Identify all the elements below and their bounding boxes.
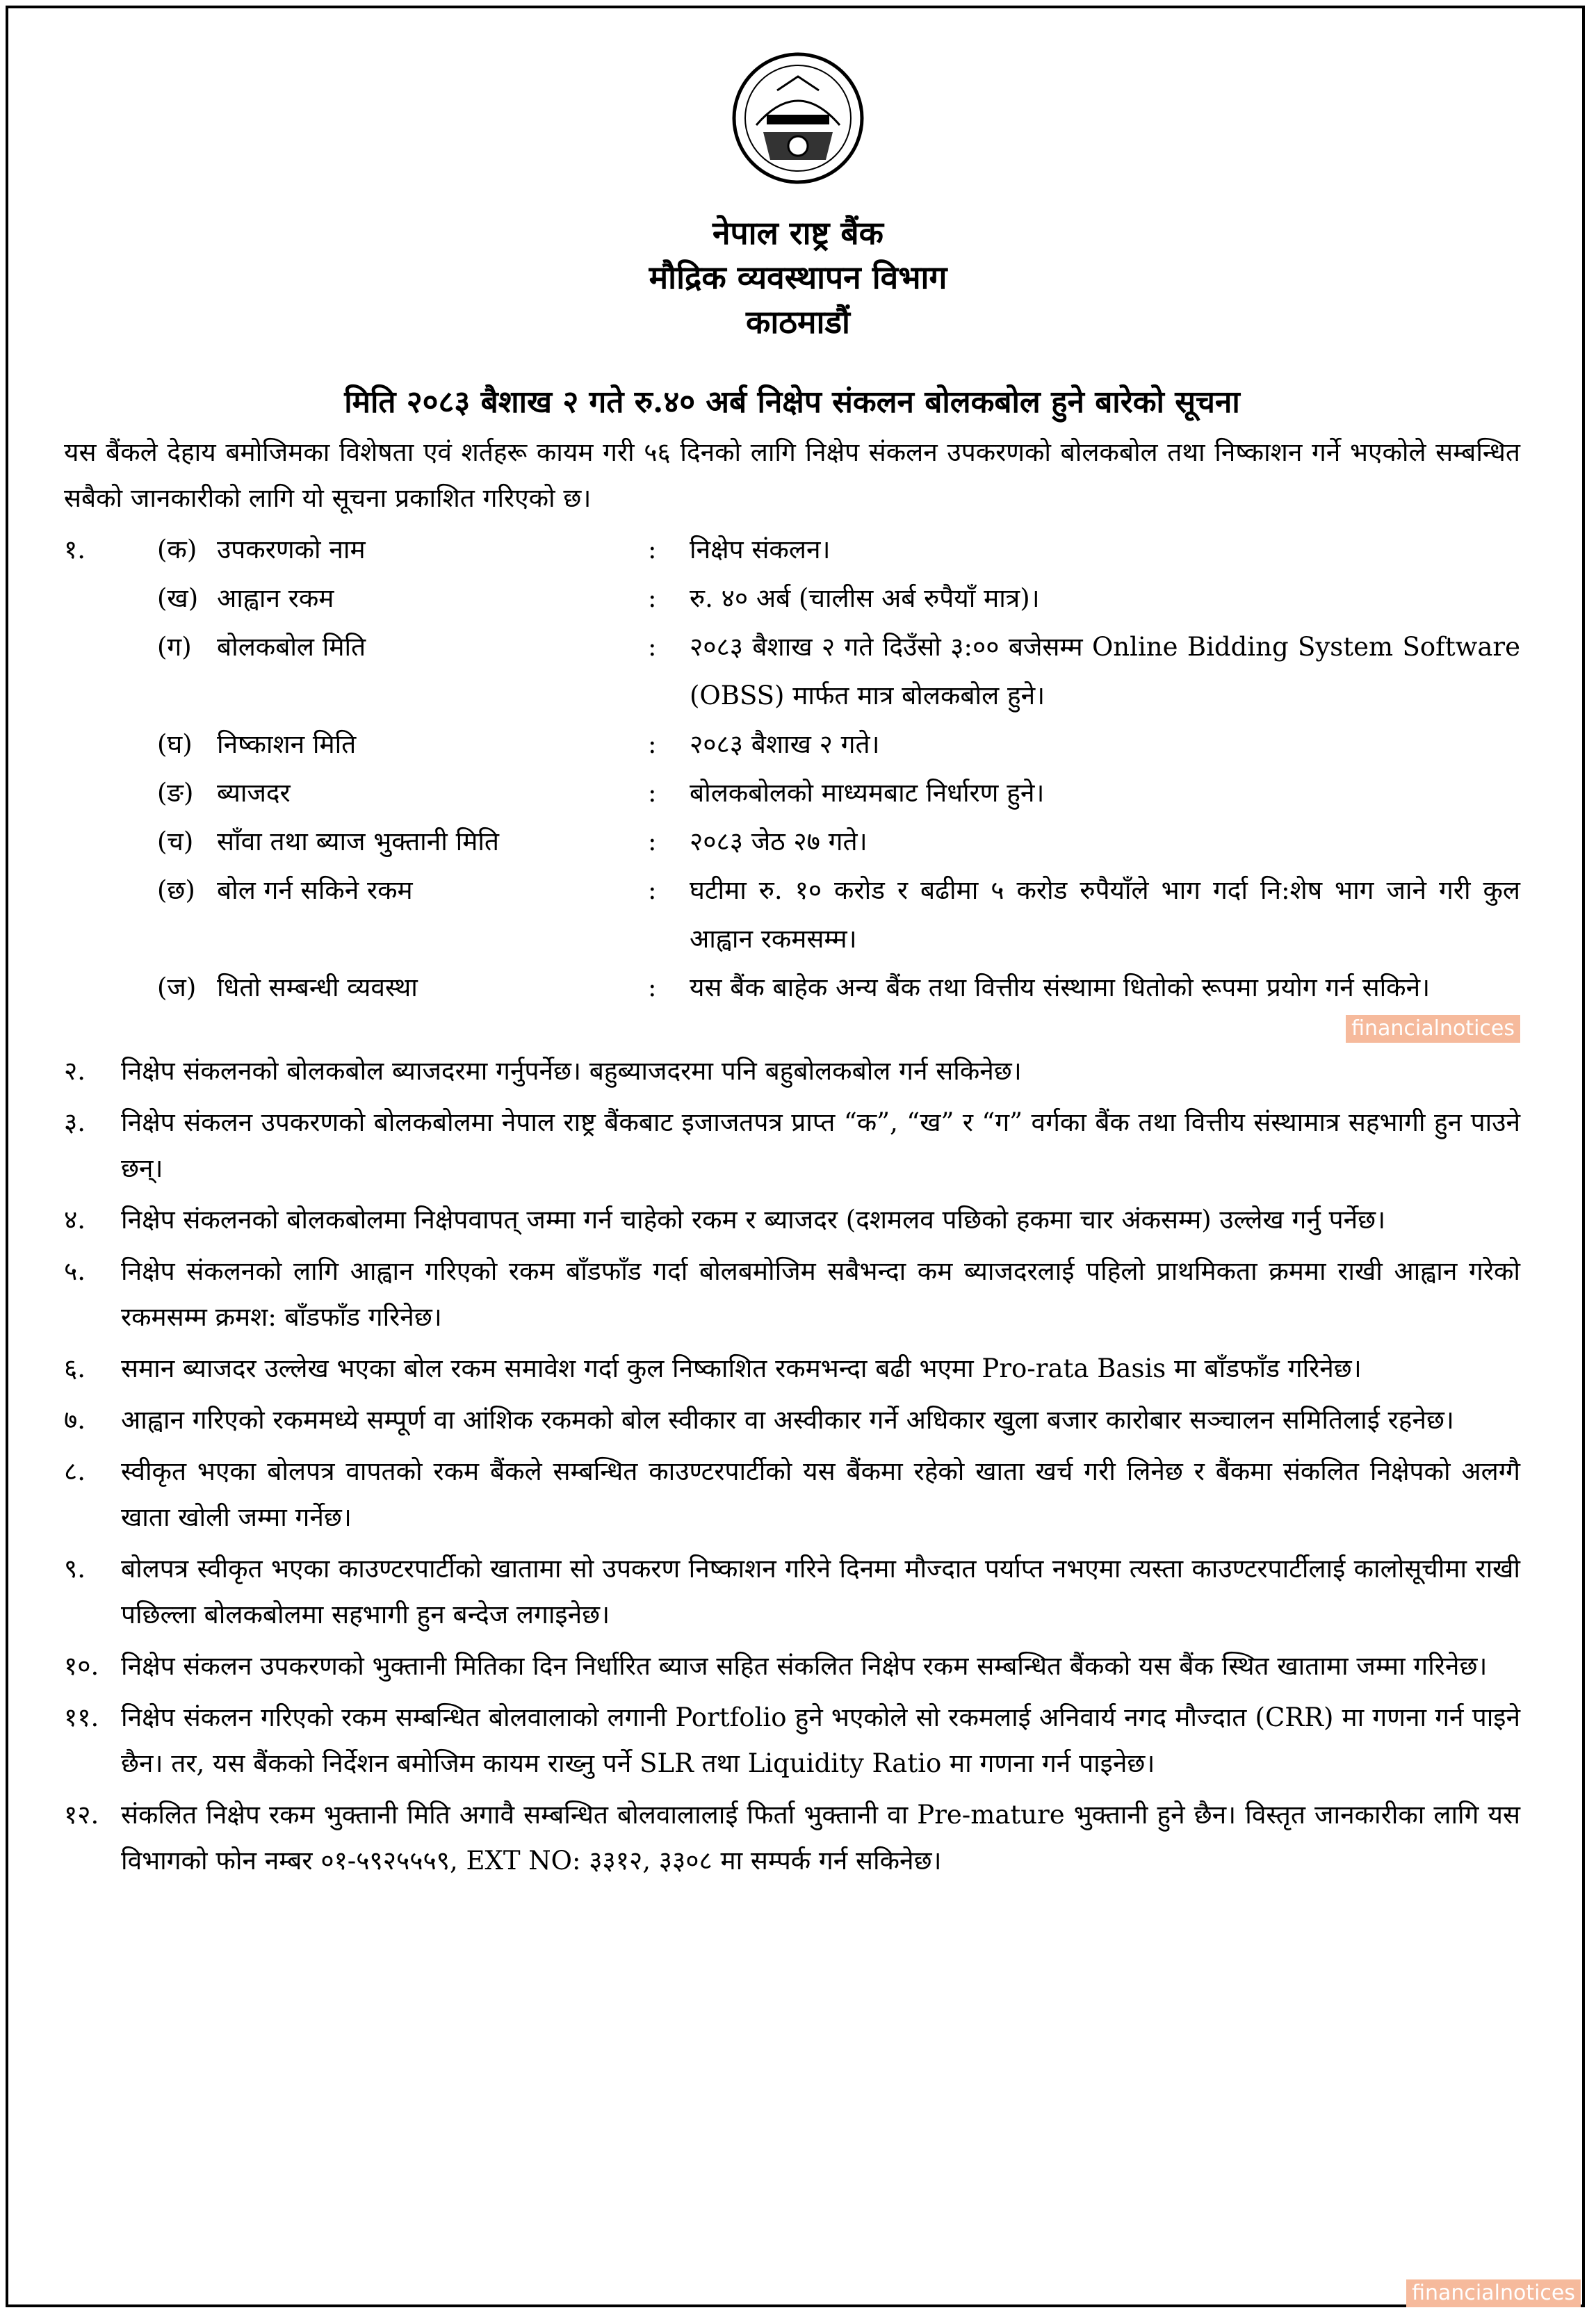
- notice-title: मिति २०८३ बैशाख २ गते रु.४० अर्ब निक्षेप संकलन बोलकबोल हुने बारेको सूचना: [344, 384, 1240, 420]
- watermark-row: [64, 1015, 1520, 1046]
- row-label: साँवा तथा ब्याज भुक्तानी मिति: [217, 827, 500, 856]
- row-sub-label: (ग): [157, 632, 192, 662]
- condition-item: [64, 1100, 1520, 1192]
- condition-item: [64, 1792, 1520, 1884]
- org-name: नेपाल राष्ट्र बैंक: [712, 214, 883, 252]
- condition-text: निक्षेप संकलन गरिएको रकम सम्बन्धित बोलवालाको लगानी Portfolio हुने भएकोले सो रकमलाई अनिवार्य नगद मौज्दात (CRR) मा गणना गर्न पाइने छैन। तर, यस बैंकको निर्देशन बमोजिम कायम राख्नु पर्ने SLR तथा Liquidity Ratio मा गणना गर्न पाइनेछ।: [121, 1702, 1520, 1778]
- row-value: २०८३ बैशाख २ गते दिउँसो ३:०० बजेसम्म Online Bidding System Software (OBSS) मार्फत मात्र बोलकबोल हुने।: [690, 632, 1520, 710]
- item-number-spacer: [64, 964, 157, 1012]
- watermark: financialnotices: [1346, 1015, 1520, 1043]
- condition-item: [64, 1048, 1520, 1094]
- item-number-spacer: [64, 623, 157, 720]
- row-label: बोलकबोल मिति: [217, 632, 366, 662]
- condition-text: निक्षेप संकलन उपकरणको भुक्तानी मितिका दिन निर्धारित ब्याज सहित संकलित निक्षेप रकम सम्बन्धित बैंकको यस बैंक स्थित खातामा जम्मा गरिनेछ।: [121, 1651, 1488, 1681]
- row-label: निष्काशन मिति: [217, 729, 357, 759]
- row-label: उपकरणको नाम: [217, 535, 366, 564]
- condition-item: [64, 1346, 1520, 1392]
- row-label: बोल गर्न सकिने रकम: [217, 875, 413, 905]
- condition-item: [64, 1397, 1520, 1443]
- row-sub-label: (क): [157, 535, 197, 564]
- item1-details: [64, 526, 1520, 1012]
- nepal-rastra-bank-seal-logo: [728, 49, 868, 188]
- row-sub-label: (ज): [157, 973, 197, 1002]
- row-value: घटीमा रु. १० करोड र बढीमा ५ करोड रुपैयाँले भाग गर्दा नि:शेष भाग जाने गरी कुल आह्वान रकमसम्म।: [690, 875, 1520, 954]
- intro-paragraph: यस बैंकले देहाय बमोजिमका विशेषता एवं शर्तहरू कायम गरी ५६ दिनको लागि निक्षेप संकलन उपकरणको बोलकबोल तथा निष्काशन गर्ने भएकोले सम्बन्धित सबैको जानकारीको लागि यो सूचना प्रकाशित गरिएको छ।: [64, 437, 1520, 513]
- item-number: १.: [64, 535, 86, 564]
- row-sub-label: (च): [157, 827, 194, 856]
- condition-number: ३.: [64, 1107, 86, 1137]
- row-label: आह्वान रकम: [217, 583, 334, 613]
- city-name: काठमाडौं: [746, 303, 850, 341]
- row-value: निक्षेप संकलन।: [690, 535, 831, 564]
- item-number-spacer: [64, 818, 157, 866]
- row-sub-label: (ख): [157, 583, 199, 613]
- condition-text: आह्वान गरिएको रकममध्ये सम्पूर्ण वा आंशिक रकमको बोल स्वीकार वा अस्वीकार गर्ने अधिकार खुला बजार कारोबार सञ्चालन समितिलाई रहनेछ।: [121, 1405, 1454, 1435]
- condition-item: [64, 1695, 1520, 1787]
- condition-number: ४.: [64, 1205, 86, 1235]
- row-colon: :: [648, 973, 657, 1002]
- row-value: बोलकबोलको माध्यमबाट निर्धारण हुने।: [690, 778, 1045, 808]
- row-colon: :: [648, 827, 657, 856]
- condition-text: निक्षेप संकलन उपकरणको बोलकबोलमा नेपाल राष्ट्र बैंकबाट इजाजतपत्र प्राप्त “क”, “ख” र “ग” वर्गका बैंक तथा वित्तीय संस्थामात्र सहभागी हुन पाउने छन्।: [121, 1107, 1520, 1183]
- condition-item: [64, 1643, 1520, 1689]
- condition-text: निक्षेप संकलनको लागि आह्वान गरिएको रकम बाँडफाँड गर्दा बोलबमोजिम सबैभन्दा कम ब्याजदरलाई पहिलो प्राथमिकता क्रममा राखी आह्वान गरेको रकमसम्म क्रमश: बाँडफाँड गरिनेछ।: [121, 1256, 1520, 1332]
- row-colon: :: [648, 535, 657, 564]
- row-value: यस बैंक बाहेक अन्य बैंक तथा वित्तीय संस्थामा धितोको रूपमा प्रयोग गर्न सकिने।: [690, 973, 1431, 1002]
- row-colon: :: [648, 875, 657, 905]
- row-sub-label: (छ): [157, 875, 195, 905]
- watermark-bottom: financialnotices: [1406, 2279, 1581, 2307]
- condition-number: १०.: [64, 1651, 99, 1681]
- row-label: धितो सम्बन्धी व्यवस्था: [217, 973, 418, 1002]
- numbered-conditions: [64, 1048, 1520, 1884]
- row-sub-label: (घ): [157, 729, 193, 759]
- row-colon: :: [648, 729, 657, 759]
- row-sub-label: (ङ): [157, 778, 194, 808]
- condition-number: ५.: [64, 1256, 86, 1286]
- condition-item: [64, 1249, 1520, 1340]
- condition-number: १२.: [64, 1800, 99, 1830]
- row-label: ब्याजदर: [217, 778, 291, 808]
- condition-text: समान ब्याजदर उल्लेख भएका बोल रकम समावेश गर्दा कुल निष्काशित रकमभन्दा बढी भएमा Pro-rata Basis मा बाँडफाँड गरिनेछ।: [121, 1353, 1362, 1383]
- row-value: रु. ४० अर्ब (चालीस अर्ब रुपैयाँ मात्र)।: [690, 583, 1040, 613]
- condition-item: [64, 1546, 1520, 1638]
- row-colon: :: [648, 632, 657, 662]
- condition-item: [64, 1197, 1520, 1243]
- condition-number: ८.: [64, 1456, 86, 1486]
- condition-number: ७.: [64, 1405, 86, 1435]
- notice-body: [64, 381, 1520, 1889]
- condition-text: संकलित निक्षेप रकम भुक्तानी मिति अगावै सम्बन्धित बोलवालालाई फिर्ता भुक्तानी वा Pre-mature भुक्तानी हुने छैन। विस्तृत जानकारीका लागि यस विभागको फोन नम्बर ०१-५९२५५५९, EXT NO: ३३१२, ३३०८ मा सम्पर्क गर्न सकिनेछ।: [121, 1800, 1520, 1876]
- item-number-spacer: [64, 769, 157, 818]
- item-number-spacer: [64, 720, 157, 769]
- condition-number: २.: [64, 1056, 86, 1086]
- condition-number: ६.: [64, 1353, 86, 1383]
- condition-item: [64, 1449, 1520, 1540]
- row-value: २०८३ बैशाख २ गते।: [690, 729, 880, 759]
- condition-text: स्वीकृत भएका बोलपत्र वापतको रकम बैंकले सम्बन्धित काउण्टरपार्टीको यस बैंकमा रहेको खाता खर्च गरी लिनेछ र बैंकमा संकलित निक्षेपको अलग्गै खाता खोली जम्मा गर्नेछ।: [121, 1456, 1520, 1532]
- row-colon: :: [648, 778, 657, 808]
- condition-number: ९.: [64, 1554, 86, 1584]
- row-value: २०८३ जेठ २७ गते।: [690, 827, 868, 856]
- department-name: मौद्रिक व्यवस्थापन विभाग: [649, 259, 947, 296]
- condition-number: ११.: [64, 1702, 99, 1732]
- condition-text: बोलपत्र स्वीकृत भएका काउण्टरपार्टीको खातामा सो उपकरण निष्काशन गरिने दिनमा मौज्दात पर्याप्त नभएमा त्यस्ता काउण्टरपार्टीलाई कालोसूचीमा राखी पछिल्ला बोलकबोलमा सहभागी हुन बन्देज लगाइनेछ।: [121, 1554, 1520, 1629]
- row-colon: :: [648, 583, 657, 613]
- condition-text: निक्षेप संकलनको बोलकबोल ब्याजदरमा गर्नुपर्नेछ। बहुब्याजदरमा पनि बहुबोलकबोल गर्न सकिनेछ।: [121, 1056, 1022, 1086]
- item-number-spacer: [64, 866, 157, 964]
- item-number-spacer: [64, 574, 157, 623]
- condition-text: निक्षेप संकलनको बोलकबोलमा निक्षेपवापत् जम्मा गर्न चाहेको रकम र ब्याजदर (दशमलव पछिको हकमा चार अंकसम्म) उल्लेख गर्नु पर्नेछ।: [121, 1205, 1386, 1235]
